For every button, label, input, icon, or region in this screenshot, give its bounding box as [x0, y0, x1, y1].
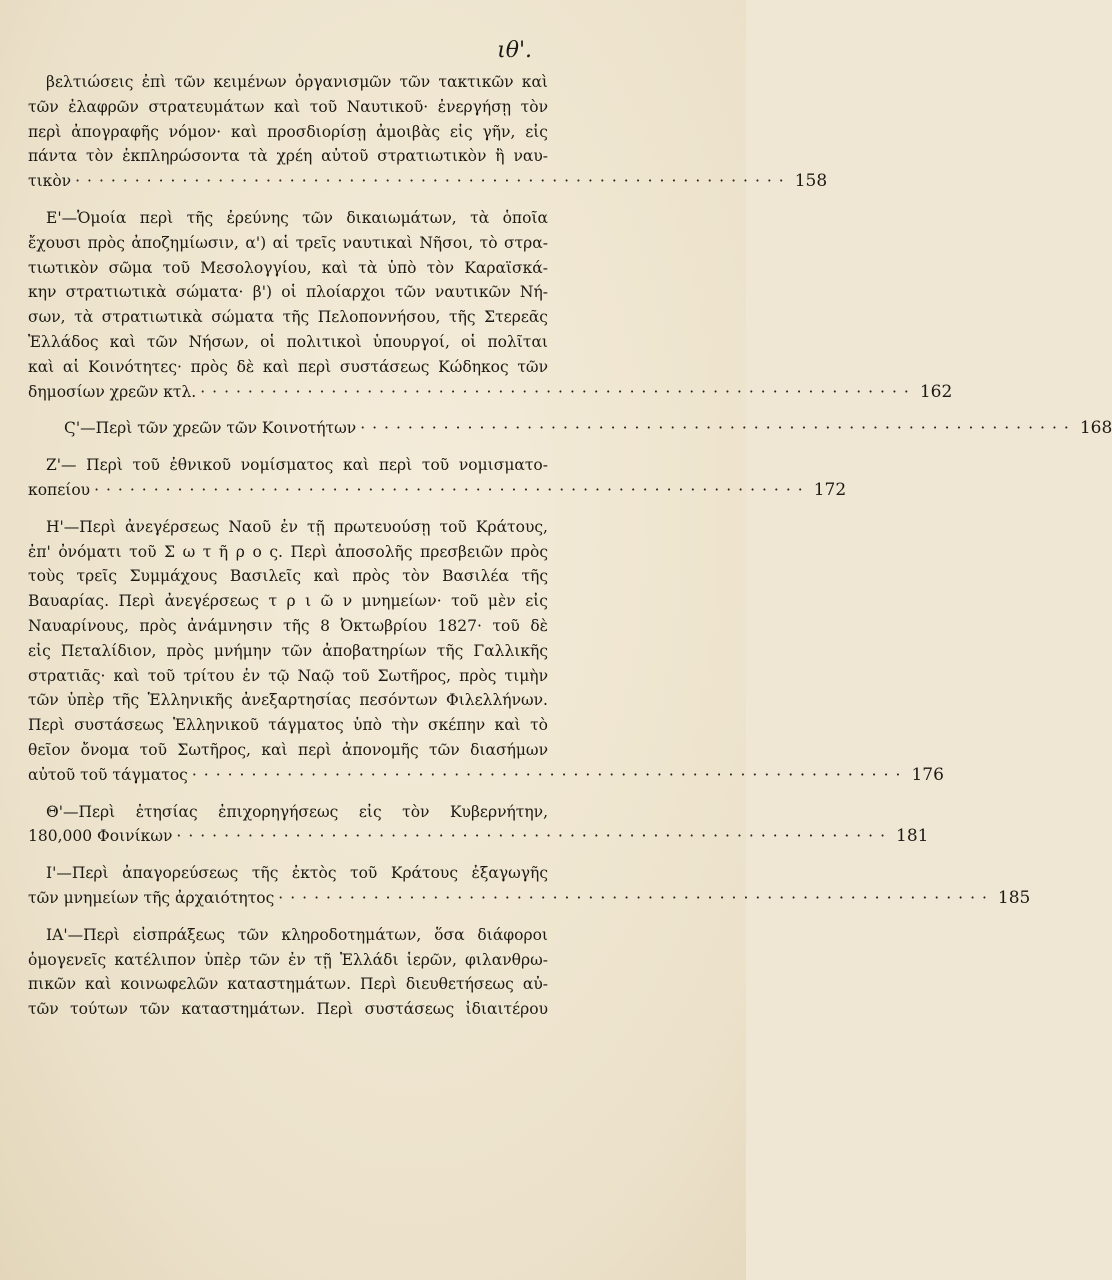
entry-text-line: Η'—Περὶ ἀνεγέρσεως Ναοῦ ἐν τῇ πρωτευούσῃ τοῦ Κράτους,: [46, 517, 548, 536]
toc-entry: [28, 70, 828, 194]
entry-text-line: περὶ ἀπογραφῆς νόμον· καὶ προσδιορίσῃ ἀμοιβὰς εἰς γῆν, εἰς: [28, 122, 548, 141]
toc-entry: [28, 453, 847, 503]
entry-text-line: Θ'—Περὶ ἐτησίας ἐπιχορηγήσεως εἰς τὸν Κυβερνήτην,: [46, 802, 548, 821]
dot-leader: ····························································: [75, 172, 791, 191]
toc-entry: [28, 416, 1112, 441]
entry-text-line: τιωτικὸν σῶμα τοῦ Μεσολογγίου, καὶ τὰ ὑπὸ τὸν Καραϊσκά-: [28, 258, 548, 277]
toc-entry: [28, 515, 944, 788]
entry-text-line: σων, τὰ στρατιωτικὰ σώματα τῆς Πελοποννήσου, τῆς Στερεᾶς: [28, 308, 548, 327]
dot-leader: ····························································: [200, 382, 916, 401]
toc-entry: [28, 861, 1031, 911]
toc-entry-last-line: [28, 416, 1112, 441]
entry-page-number: 181: [896, 826, 929, 847]
entry-text-line: Ναυαρίνους, πρὸς ἀνάμνησιν τῆς 8 Ὀκτωβρίου 1827· τοῦ δὲ: [28, 616, 548, 635]
entry-text-line: στρατιᾶς· καὶ τοῦ τρίτου ἐν τῷ Ναῷ τοῦ Σωτῆρος, πρὸς τιμὴν: [28, 666, 548, 685]
entry-text-line: καὶ αἱ Κοινότητες· πρὸς δὲ καὶ περὶ συστάσεως Κώδηκος τῶν: [28, 357, 548, 376]
entry-text-line: τῶν ἐλαφρῶν στρατευμάτων καὶ τοῦ Ναυτικοῦ· ἐνεργήσῃ τὸν: [28, 97, 548, 116]
dot-leader: ····························································: [191, 765, 908, 784]
entry-text-line: Ζ'— Περὶ τοῦ ἐθνικοῦ νομίσματος καὶ περὶ τοῦ νομισματο-: [46, 456, 548, 475]
toc-entry-last-line: [28, 380, 953, 405]
entry-text-line: τῶν ὑπὲρ τῆς Ἑλληνικῆς ἀνεξαρτησίας πεσόντων Φιλελλήνων.: [28, 691, 548, 710]
entry-text-line: πικῶν καὶ κοινωφελῶν καταστημάτων. Περὶ διευθετήσεως αὐ-: [28, 975, 548, 994]
entry-text: Ϛ'—Περὶ τῶν χρεῶν τῶν Κοινοτήτων: [64, 419, 357, 438]
table-of-contents: [28, 70, 1112, 1034]
entry-text: κοπείου: [28, 480, 91, 499]
entry-text-line: εἰς Πεταλίδιον, πρὸς μνήμην τῶν ἀποβατηρίων τῆς Γαλλικῆς: [28, 641, 548, 660]
entry-page-number: 185: [997, 887, 1031, 908]
entry-text-line: ΙΑ'—Περὶ εἰσπράξεως τῶν κληροδοτημάτων, ὅσα διάφοροι: [46, 925, 548, 944]
entry-text: αὐτοῦ τοῦ τάγματος: [28, 765, 188, 784]
entry-text-line: Ἑλλάδος καὶ τῶν Νήσων, οἱ πολιτικοὶ ὑπουργοί, οἱ πολῖται: [28, 332, 548, 351]
entry-text: τικὸν: [28, 172, 72, 191]
entry-text-line: θεῖον ὄνομα τοῦ Σωτῆρος, καὶ περὶ ἀπονομῆς τῶν διασήμων: [28, 740, 548, 759]
entry-page-number: 172: [813, 479, 847, 500]
entry-text: τῶν μνημείων τῆς ἀρχαιότητος: [28, 888, 275, 907]
entry-text-line: κην στρατιωτικὰ σώματα· β') οἱ πλοίαρχοι τῶν ναυτικῶν Νή-: [28, 283, 548, 302]
dot-leader: ····························································: [94, 480, 810, 499]
dot-leader: ····························································: [278, 888, 994, 907]
entry-text: δημοσίων χρεῶν κτλ.: [28, 382, 197, 401]
entry-text-line: βελτιώσεις ἐπὶ τῶν κειμένων ὀργανισμῶν τῶν τακτικῶν καὶ: [46, 73, 548, 91]
toc-entry-last-line: [28, 763, 944, 788]
entry-page-number: 176: [911, 764, 944, 785]
toc-entry-last-line: [28, 824, 929, 849]
dot-leader: ····························································: [360, 419, 1076, 438]
entry-text-line: Βαυαρίας. Περὶ ἀνεγέρσεως τ ρ ι ῶ ν μνημείων· τοῦ μὲν εἰς: [28, 592, 548, 611]
entry-text-line: Ι'—Περὶ ἀπαγορεύσεως τῆς ἐκτὸς τοῦ Κράτους ἐξαγωγῆς: [46, 864, 548, 883]
toc-entry: [28, 800, 929, 850]
entry-text-line: ἔχουσι πρὸς ἀποζημίωσιν, α') αἱ τρεῖς ναυτικαὶ Νῆσοι, τὸ στρα-: [28, 233, 548, 252]
entry-text-line: πάντα τὸν ἐκπληρώσοντα τὰ χρέη αὐτοῦ στρατιωτικὸν ἢ ναυ-: [28, 147, 548, 166]
toc-entry-last-line: [28, 169, 828, 194]
entry-text-line: τῶν τούτων τῶν καταστημάτων. Περὶ συστάσεως ἰδιαιτέρου: [28, 1000, 548, 1019]
toc-entry: [28, 206, 953, 404]
toc-entry-last-line: [28, 478, 847, 503]
page-number: ιθ'.: [497, 38, 532, 63]
entry-text-line: Ε'—Ὁμοία περὶ τῆς ἐρεύνης τῶν δικαιωμάτων, τὰ ὁποῖα: [46, 208, 548, 227]
toc-entry: [28, 923, 548, 1022]
dot-leader: ····························································: [176, 827, 893, 846]
entry-text-line: Περὶ συστάσεως Ἑλληνικοῦ τάγματος ὑπὸ τὴν σκέπην καὶ τὸ: [28, 716, 548, 735]
entry-text: 180,000 Φοινίκων: [28, 827, 173, 846]
entry-page-number: 162: [919, 381, 953, 402]
entry-text-line: ἐπ' ὀνόματι τοῦ Σ ω τ ῆ ρ ο ς. Περὶ ἀποσολῆς πρεσβειῶν πρὸς: [28, 542, 548, 561]
entry-page-number: 168: [1079, 418, 1112, 439]
entry-page-number: 158: [794, 171, 828, 192]
entry-text-line: ὁμογενεῖς κατέλιπον ὑπὲρ τῶν ἐν τῇ Ἑλλάδι ἱερῶν, φιλανθρω-: [28, 950, 548, 969]
entry-text-line: τοὺς τρεῖς Συμμάχους Βασιλεῖς καὶ πρὸς τὸν Βασιλέα τῆς: [28, 567, 548, 586]
toc-entry-last-line: [28, 886, 1031, 911]
